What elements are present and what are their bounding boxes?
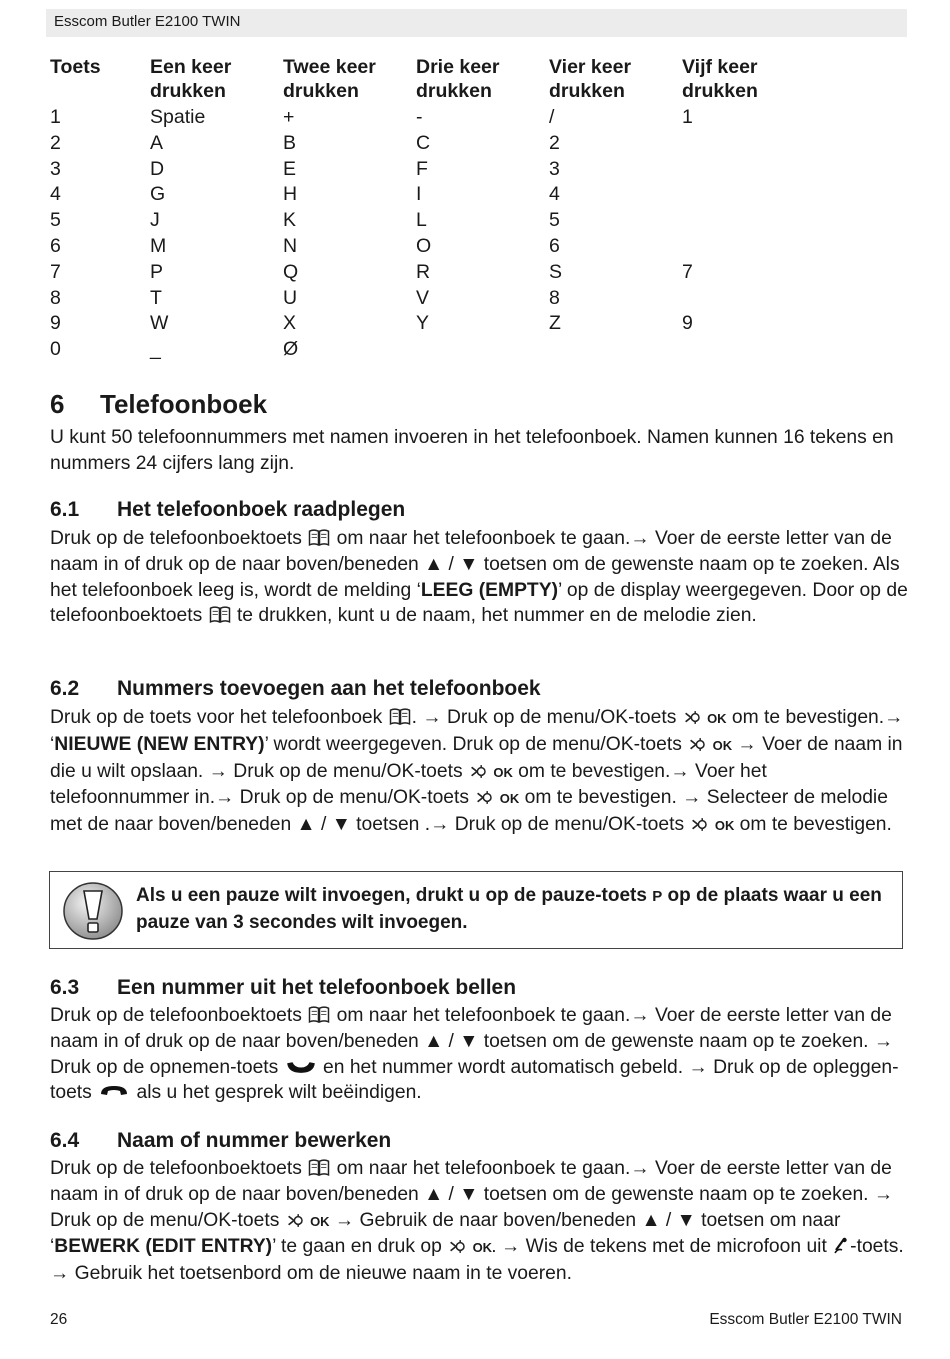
table-cell: G: [150, 183, 166, 206]
section-6-2-body: Druk op de toets voor het telefoonboek . → Druk op de menu/OK-toets OK om te bevestigen.→ ‘NIEUWE (NEW ENTRY)’ wordt weergegeven. Druk op de menu/OK-toets OK → Voer de naam in die u wilt opslaan. → Druk op de menu/OK-toets OK om te bevestigen.→ Voer het telefoonnummer in.→ Druk op de menu/OK-toets OK om te bevestigen. → Selecteer de melodie met de naar boven/beneden ▲ / ▼ toetsen .→ Druk op de menu/OK-toets OK om te bevestigen.: [50, 707, 904, 836]
table-cell: 1: [50, 106, 61, 128]
section-6-3-body: Druk op de telefoonboektoets om naar het telefoonboek te gaan.→ Voer de eerste letter van de naam in of druk op de naar boven/beneden ▲ / ▼ toetsen om de gewenste naam op te zoeken. → Druk op de opnemen-toets en het nummer wordt automatisch gebeld. → Druk op de opleggen-toets als u het gesprek wilt beëindigen.: [50, 1005, 899, 1104]
section-title: Een nummer uit het telefoonboek bellen: [117, 976, 517, 999]
table-cell: R: [416, 260, 431, 283]
table-cell: 4: [50, 183, 61, 206]
phone-hangup-icon: [97, 1083, 131, 1101]
section-title: Nummers toevoegen aan het telefoonboek: [117, 677, 541, 700]
exclamation-icon: [62, 881, 124, 941]
section-6-1-body: Druk op de telefoonboektoets om naar het telefoonboek te gaan.→ Voer de eerste letter van de naam in of druk op de naar boven/beneden ▲ / ▼ toetsen om de gewenste naam op te zoeken. Als het telefoonboek leeg is, wordt de melding ‘LEEG (EMPTY)’ op de display weergegeven. Door op de telefoonboektoets te drukken, kunt u de naam, het nummer en de melodie zien.: [50, 528, 908, 627]
table-cell: [682, 337, 792, 363]
table-cell: F: [416, 157, 428, 180]
table-cell: A: [150, 131, 164, 154]
table-cell: T: [150, 286, 162, 309]
section-6-3-heading: [50, 976, 516, 1000]
table-cell: 5: [549, 209, 560, 232]
menu-ok-icon: [447, 1238, 467, 1255]
table-cell: [682, 208, 792, 234]
note-box: [49, 871, 903, 949]
table-cell: 4: [549, 183, 560, 206]
col-header-drie-keer: Drie keer drukken: [416, 56, 500, 102]
table-cell: 5: [50, 209, 61, 232]
table-cell: 3: [549, 157, 560, 180]
table-cell: 6: [50, 234, 61, 257]
table-cell: V: [416, 286, 430, 309]
table-cell: 8: [549, 286, 560, 309]
table-cell: J: [150, 209, 160, 232]
phone-off-hook-icon: [284, 1059, 318, 1076]
menu-ok-icon: [474, 789, 494, 806]
table-header-row: [50, 55, 792, 105]
section-number: 6.4: [50, 1129, 80, 1152]
table-cell: +: [283, 106, 295, 128]
section-6-2-heading: [50, 677, 541, 701]
header-title: Esscom Butler E2100 TWIN: [54, 13, 241, 30]
table-cell: 1: [682, 106, 693, 128]
section-number: 6.2: [50, 677, 80, 700]
section-title: Telefoonboek: [100, 389, 268, 419]
table-cell: Spatie: [150, 106, 206, 128]
section-6-4-heading: [50, 1129, 391, 1153]
col-header-vijf-keer: Vijf keer drukken: [682, 56, 758, 102]
header-bar: [46, 9, 907, 37]
section-number: 6.3: [50, 976, 80, 999]
table-row: [50, 182, 792, 208]
table-cell: [416, 337, 549, 363]
table-row: [50, 311, 792, 337]
section-6-4-body: Druk op de telefoonboektoets om naar het telefoonboek te gaan.→ Voer de eerste letter van de naam in of druk op de naar boven/beneden ▲ / ▼ toetsen om de gewenste naam op te zoeken. → Druk op de menu/OK-toets OK → Gebruik de naar boven/beneden ▲ / ▼ toetsen om naar ‘BEWERK (EDIT ENTRY)’ te gaan en druk op OK. → Wis de tekens met de microfoon uit -toets. → Gebruik het toetsenbord om de nieuwe naam in te voeren.: [50, 1158, 904, 1285]
table-cell: [682, 234, 792, 260]
book-icon: [388, 707, 412, 726]
table-cell: [682, 286, 792, 312]
table-cell: N: [283, 234, 298, 257]
table-cell: Ø: [283, 338, 299, 361]
table-cell: L: [416, 209, 427, 232]
table-row: [50, 131, 792, 157]
table-cell: W: [150, 312, 169, 335]
table-row: [50, 105, 792, 131]
page-number: 26: [50, 1311, 68, 1328]
table-cell: B: [283, 131, 297, 154]
book-icon: [307, 528, 331, 547]
table-cell: -: [416, 106, 423, 128]
table-cell: /: [549, 106, 555, 128]
table-cell: D: [150, 157, 165, 180]
table-cell: 9: [682, 312, 693, 335]
col-header-een-keer: Een keer drukken: [150, 56, 232, 102]
menu-ok-icon: [285, 1212, 305, 1229]
table-cell: 7: [682, 260, 693, 283]
menu-ok-icon: [689, 816, 709, 833]
table-cell: 6: [549, 234, 560, 257]
table-cell: [682, 131, 792, 157]
table-cell: 7: [50, 260, 61, 283]
table-cell: H: [283, 183, 298, 206]
book-icon: [307, 1158, 331, 1177]
keypad-character-table: [50, 55, 792, 363]
note-text: Als u een pauze wilt invoegen, drukt u op de pauze-toets P op de plaats waar u een pauze van 3 secondes wilt invoegen.: [136, 885, 882, 933]
table-cell: [549, 337, 682, 363]
table-row: [50, 208, 792, 234]
section-6-heading: [50, 389, 267, 420]
section-title: Naam of nummer bewerken: [117, 1129, 392, 1152]
table-cell: K: [283, 209, 297, 232]
table-cell: _: [150, 338, 161, 361]
table-cell: I: [416, 183, 422, 206]
table-cell: [682, 157, 792, 183]
section-number: 6.1: [50, 498, 80, 521]
col-header-twee-keer: Twee keer drukken: [283, 56, 376, 102]
table-cell: E: [283, 157, 297, 180]
table-cell: Q: [283, 260, 299, 283]
table-cell: 9: [50, 312, 61, 335]
table-cell: O: [416, 234, 432, 257]
table-row: [50, 234, 792, 260]
table-cell: [682, 182, 792, 208]
table-cell: 2: [549, 131, 560, 154]
col-header-toets: Toets: [50, 56, 101, 78]
menu-ok-icon: [468, 763, 488, 780]
table-cell: Z: [549, 312, 561, 335]
table-cell: Y: [416, 312, 430, 335]
book-icon: [208, 605, 232, 624]
section-6-body: U kunt 50 telefoonnummers met namen invoeren in het telefoonboek. Namen kunnen 16 tekens en nummers 24 cijfers lang zijn.: [50, 427, 894, 474]
table-row: [50, 260, 792, 286]
table-cell: P: [150, 260, 164, 283]
table-cell: M: [150, 234, 167, 257]
book-icon: [307, 1005, 331, 1024]
table-cell: C: [416, 131, 431, 154]
microphone-mute-icon: [832, 1237, 850, 1255]
footer-product-name: Esscom Butler E2100 TWIN: [709, 1311, 902, 1328]
table-row: [50, 157, 792, 183]
table-cell: 8: [50, 286, 61, 309]
section-number: 6: [50, 389, 65, 419]
table-row: [50, 337, 792, 363]
menu-ok-icon: [687, 736, 707, 753]
table-cell: 3: [50, 157, 61, 180]
table-cell: 2: [50, 131, 61, 154]
section-title: Het telefoonboek raadplegen: [117, 498, 406, 521]
menu-ok-icon: [682, 709, 702, 726]
section-6-1-heading: [50, 498, 405, 522]
table-cell: X: [283, 312, 297, 335]
table-cell: 0: [50, 338, 61, 361]
table-row: [50, 286, 792, 312]
table-cell: U: [283, 286, 298, 309]
col-header-vier-keer: Vier keer drukken: [549, 56, 632, 102]
table-cell: S: [549, 260, 563, 283]
